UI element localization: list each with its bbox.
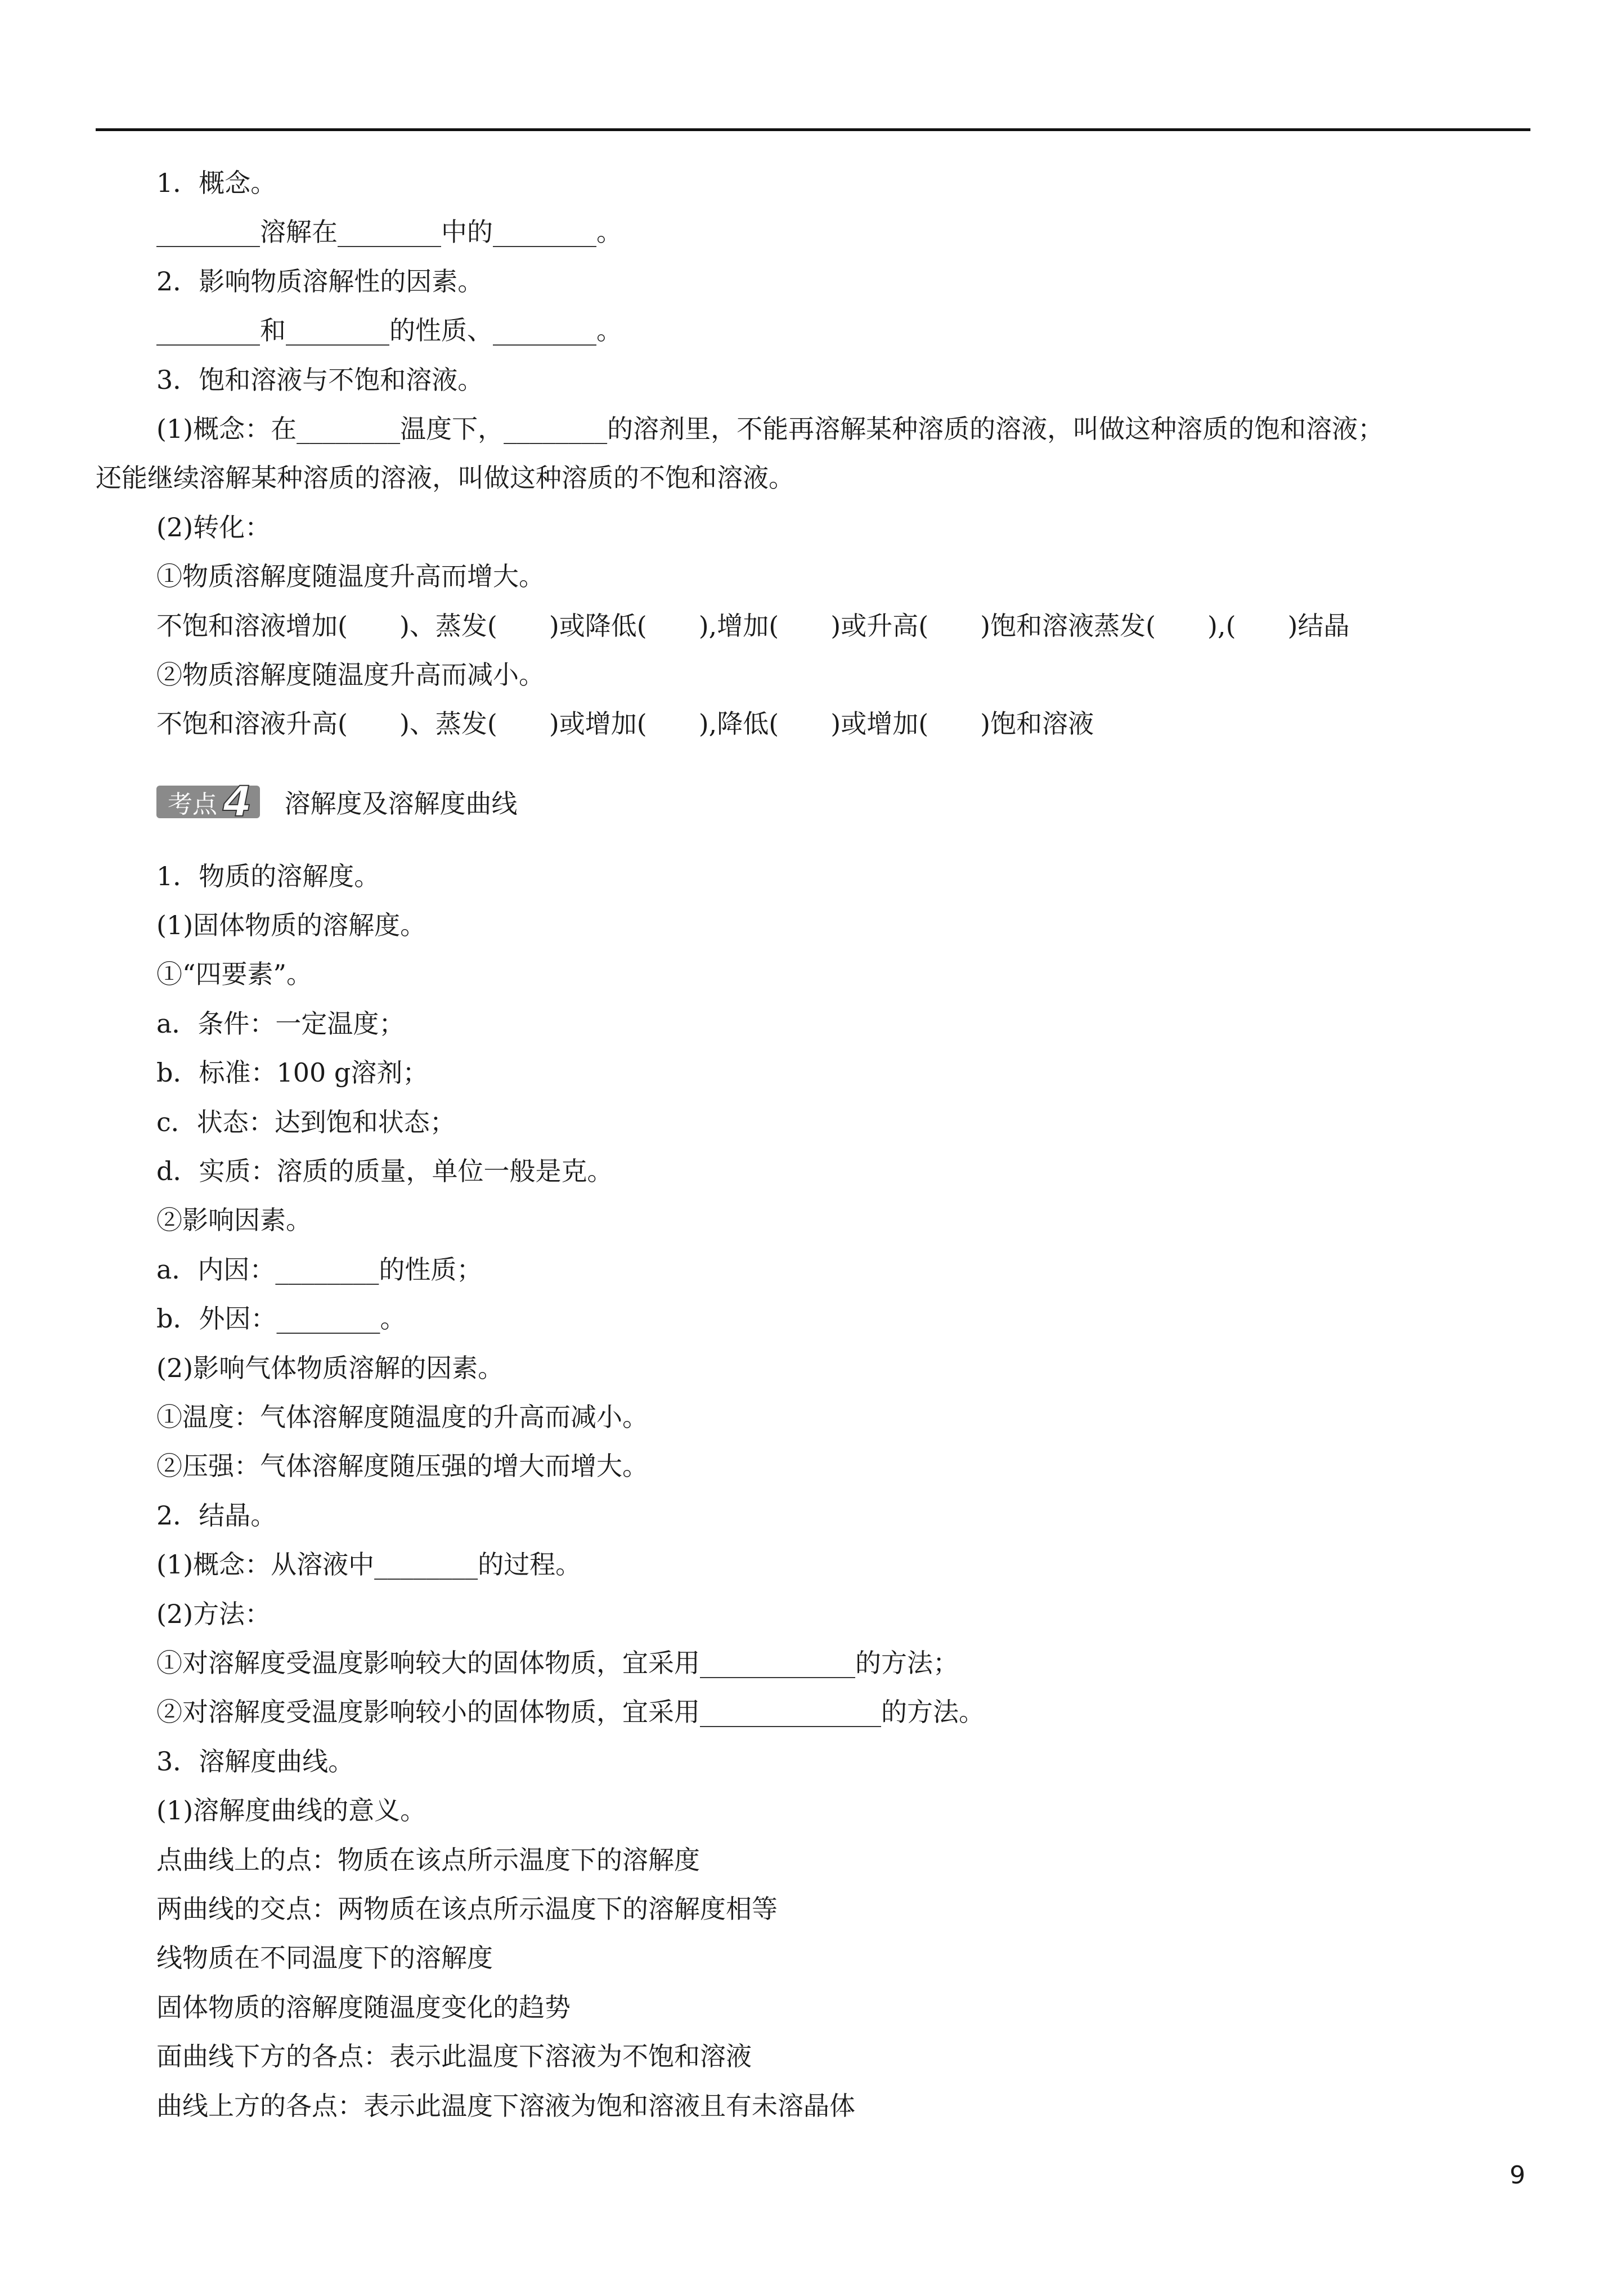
text-line: d．实质：溶质的质量，单位一般是克。 <box>156 1156 613 1186</box>
text-line: (1)溶解度曲线的意义。 <box>156 1795 426 1826</box>
text-line: 3．饱和溶液与不饱和溶液。 <box>156 365 484 395</box>
text-line: ②影响因素。 <box>156 1205 312 1235</box>
text-line: (2)方法： <box>156 1599 271 1629</box>
text-line: (1)概念：从溶液中________的过程。 <box>156 1549 582 1580</box>
section-tag-label: 考点 <box>168 790 217 819</box>
header-rule <box>96 128 1530 131</box>
text-line: (1)概念：在________温度下，________的溶剂里，不能再溶解某种溶质的溶液，叫做这种溶质的饱和溶液； <box>156 414 1384 444</box>
text-line: 不饱和溶液增加( )、蒸发( )或降低( ),增加( )或升高( )饱和溶液蒸发( ),( )结晶 <box>156 611 1350 641</box>
text-line: b．外因：________。 <box>156 1303 406 1334</box>
page-number: 9 <box>1510 2161 1525 2190</box>
text-line: 线物质在不同温度下的溶解度 <box>156 1943 493 1973</box>
text-line: 1．物质的溶解度。 <box>156 861 380 891</box>
text-line: ________溶解在________中的________。 <box>156 217 622 247</box>
text-line: 2．影响物质溶解性的因素。 <box>156 266 484 297</box>
text-line: 1．概念。 <box>156 168 277 198</box>
text-line: 还能继续溶解某种溶质的溶液，叫做这种溶质的不饱和溶液。 <box>96 463 794 493</box>
section-tag-number: 4 <box>223 778 252 826</box>
text-line: 3．溶解度曲线。 <box>156 1746 354 1777</box>
text-line: b．标准：100 g溶剂； <box>156 1057 429 1088</box>
text-line: (2)影响气体物质溶解的因素。 <box>156 1353 504 1383</box>
text-line: a．条件：一定温度； <box>156 1008 405 1039</box>
section-title: 溶解度及溶解度曲线 <box>284 788 518 819</box>
text-line: ②压强：气体溶解度随压强的增大而增大。 <box>156 1451 648 1481</box>
text-line: 点曲线上的点：物质在该点所示温度下的溶解度 <box>156 1845 700 1875</box>
section-tag <box>156 778 260 826</box>
text-line: ②对溶解度受温度影响较小的固体物质，宜采用______________的方法。 <box>156 1697 985 1727</box>
text-line: ①温度：气体溶解度随温度的升高而减小。 <box>156 1402 648 1432</box>
text-line: ________和________的性质、________。 <box>156 315 622 346</box>
text-line: ①对溶解度受温度影响较大的固体物质，宜采用____________的方法； <box>156 1648 959 1678</box>
text-line: ②物质溶解度随温度升高而减小。 <box>156 660 545 690</box>
text-line: 不饱和溶液升高( )、蒸发( )或增加( ),降低( )或增加( )饱和溶液 <box>156 708 1094 739</box>
section-header <box>156 778 518 826</box>
text-line: 面曲线下方的各点：表示此温度下溶液为不饱和溶液 <box>156 2041 752 2071</box>
text-line: 两曲线的交点：两物质在该点所示温度下的溶解度相等 <box>156 1894 778 1924</box>
text-line: 2．结晶。 <box>156 1500 277 1531</box>
text-line: (1)固体物质的溶解度。 <box>156 910 426 940</box>
text-line: ①物质溶解度随温度升高而增大。 <box>156 561 545 591</box>
text-line: 曲线上方的各点：表示此温度下溶液为饱和溶液且有未溶晶体 <box>156 2091 855 2121</box>
text-line: ①“四要素”。 <box>156 959 313 989</box>
text-line: 固体物质的溶解度随温度变化的趋势 <box>156 1992 571 2023</box>
text-line: a．内因：________的性质； <box>156 1254 483 1285</box>
text-line: (2)转化： <box>156 512 271 542</box>
text-line: c．状态：达到饱和状态； <box>156 1107 456 1137</box>
